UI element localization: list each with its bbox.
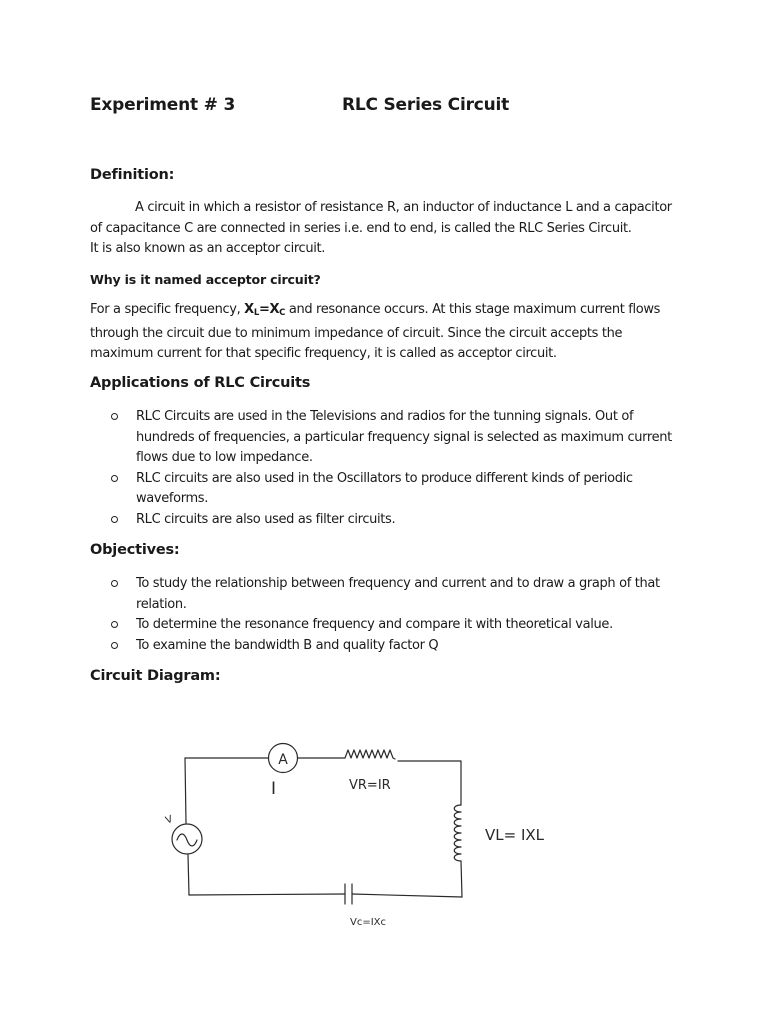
circuit-heading: Circuit Diagram: [90, 668, 221, 684]
xc-symbol: X [269, 302, 280, 317]
vc-label: Vc=IXc [350, 917, 387, 928]
why-line: maximum current for that specific frequency, it is called as acceptor circuit. [90, 346, 557, 361]
list-item-line: hundreds of frequencies, a particular frequency signal is selected as maximum current [136, 429, 672, 445]
wire [188, 855, 189, 895]
objectives-heading: Objectives: [90, 542, 180, 558]
page-title: RLC Series Circuit [342, 95, 510, 115]
ac-wave-icon [177, 834, 197, 846]
list-item-line: To study the relationship between frequency and current and to draw a graph of that [136, 576, 660, 591]
wire [461, 861, 462, 897]
xc-subscript: C [279, 308, 286, 318]
wire [185, 758, 186, 823]
experiment-number: Experiment # 3 [90, 95, 236, 115]
equals-sign: = [258, 302, 270, 317]
definition-line: of capacitance C are connected in series i.e. end to end, is called the RLC Series Circuit. [90, 220, 632, 236]
definition-line: It is also known as an acceptor circuit. [90, 241, 326, 256]
list-item-line: To examine the bandwidth B and quality factor Q [136, 637, 439, 653]
definition-line: A circuit in which a resistor of resistance R, an inductor of inductance L and a capacitor [135, 200, 672, 215]
current-label: I [271, 779, 277, 799]
xl-symbol: X [244, 302, 254, 317]
definition-heading: Definition: [90, 167, 175, 183]
vr-label: VR=IR [349, 778, 391, 793]
why-line: through the circuit due to minimum impedance of circuit. Since the circuit accepts the [90, 325, 623, 341]
list-item-line: flows due to low impedance. [136, 450, 313, 465]
list-item-line: RLC Circuits are used in the Televisions and radios for the tunning signals. Out of [136, 409, 634, 424]
why-line1-prefix: For a specific frequency, [90, 302, 245, 317]
resistor-icon [345, 750, 395, 759]
xl-subscript: L [253, 308, 259, 318]
list-item-line: relation. [136, 596, 187, 612]
ammeter-label: A [278, 752, 288, 768]
vl-label: VL= IXL [485, 826, 545, 844]
list-item-line: RLC circuits are also used in the Oscillators to produce different kinds of periodic [136, 470, 633, 486]
inductor-icon [454, 805, 461, 861]
why-heading: Why is it named acceptor circuit? [90, 272, 321, 287]
applications-heading: Applications of RLC Circuits [90, 375, 311, 391]
list-item-line: RLC circuits are also used as filter circuits. [136, 511, 396, 527]
wire [189, 894, 345, 895]
list-item-line: To determine the resonance frequency and compare it with theoretical value. [136, 617, 613, 632]
wire [352, 894, 462, 897]
list-item-line: waveforms. [136, 491, 209, 506]
source-label: V [164, 813, 175, 827]
why-line1-suffix: and resonance occurs. At this stage maximum current flows [285, 302, 661, 317]
